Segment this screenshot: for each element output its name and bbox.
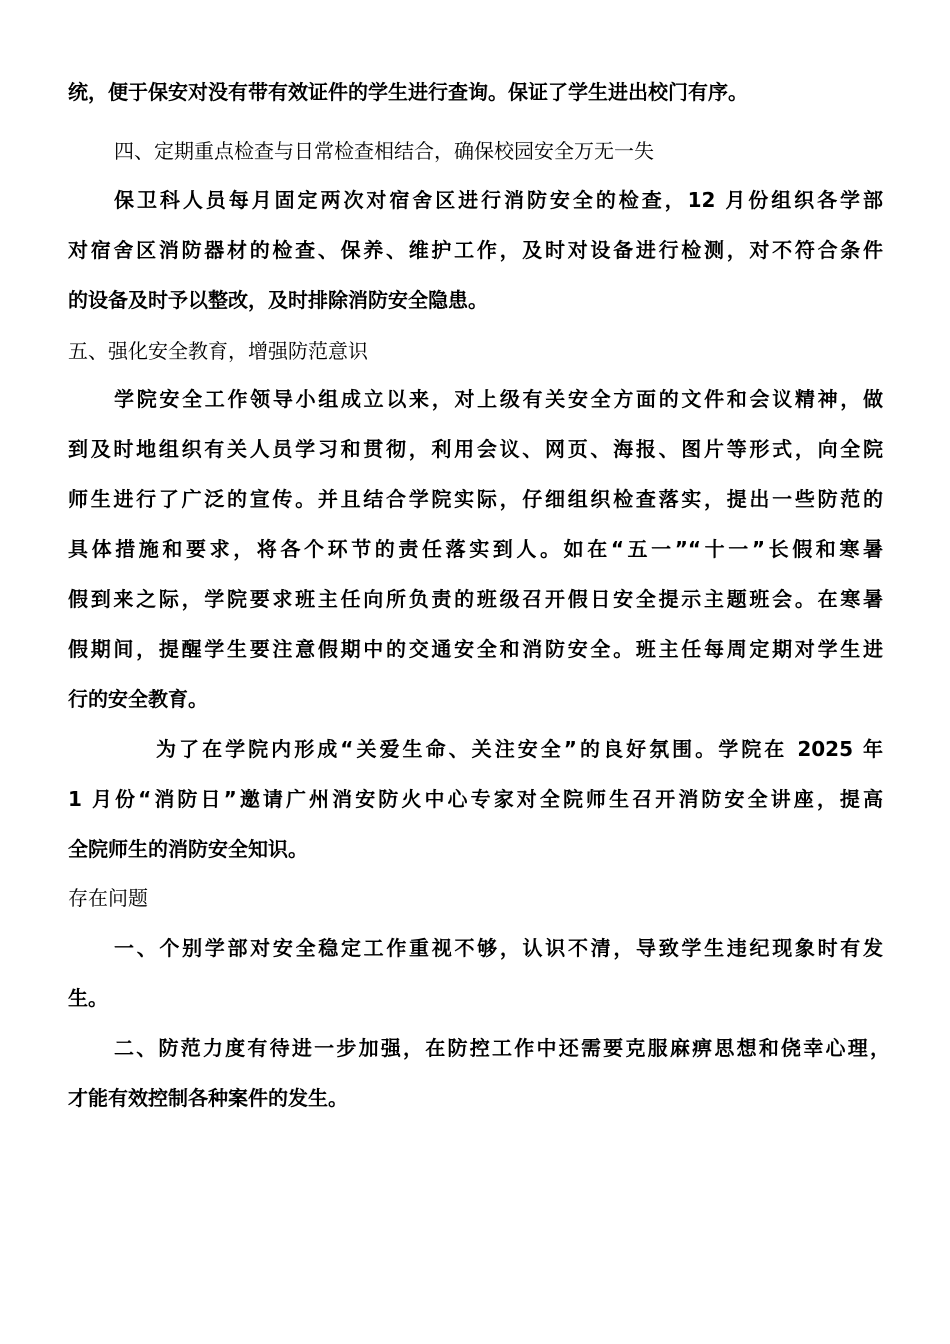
paragraph-line: 统，便于保安对没有带有效证件的学生进行查询。保证了学生进出校门有序。: [68, 80, 748, 104]
paragraph-line: 假期间，提醒学生要注意假期中的交通安全和消防安全。班主任每周定期对学生进: [68, 637, 883, 661]
paragraph-line: 二、防范力度有待进一步加强，在防控工作中还需要克服麻痹思想和侥幸心理，: [114, 1036, 890, 1060]
paragraph-line: 才能有效控制各种案件的发生。: [68, 1086, 348, 1110]
section-heading-5: 五、强化安全教育，增强防范意识: [68, 339, 368, 363]
paragraph-line: 行的安全教育。: [68, 687, 208, 711]
section-heading-4: 四、定期重点检查与日常检查相结合，确保校园安全万无一失: [114, 139, 654, 163]
paragraph-line: 生。: [68, 986, 108, 1010]
paragraph-line: 假到来之际，学院要求班主任向所负责的班级召开假日安全提示主题班会。在寒暑: [68, 587, 883, 611]
paragraph-line: 的设备及时予以整改，及时排除消防安全隐患。: [68, 288, 488, 312]
paragraph-line: 具体措施和要求，将各个环节的责任落实到人。如在“五一”“十一”长假和寒暑: [68, 537, 883, 561]
paragraph-line: 全院师生的消防安全知识。: [68, 837, 308, 861]
paragraph-line: 师生进行了广泛的宣传。并且结合学院实际，仔细组织检查落实，提出一些防范的: [68, 487, 883, 511]
paragraph-line: 到及时地组织有关人员学习和贯彻，利用会议、网页、海报、图片等形式，向全院: [68, 437, 883, 461]
section-heading-issues: 存在问题: [68, 886, 148, 910]
paragraph-line: 对宿舍区消防器材的检查、保养、维护工作，及时对设备进行检测，对不符合条件: [68, 238, 883, 262]
paragraph-line: 学院安全工作领导小组成立以来，对上级有关安全方面的文件和会议精神，做: [114, 387, 883, 411]
paragraph-line: 一、个别学部对安全稳定工作重视不够，认识不清，导致学生违纪现象时有发: [114, 936, 883, 960]
paragraph-line: 1 月份“消防日”邀请广州消安防火中心专家对全院师生召开消防安全讲座，提高: [68, 787, 883, 811]
paragraph-line: 为了在学院内形成“关爱生命、关注安全”的良好氛围。学院在 2025 年: [156, 737, 883, 761]
paragraph-line: 保卫科人员每月固定两次对宿舍区进行消防安全的检查，12 月份组织各学部: [114, 188, 883, 212]
